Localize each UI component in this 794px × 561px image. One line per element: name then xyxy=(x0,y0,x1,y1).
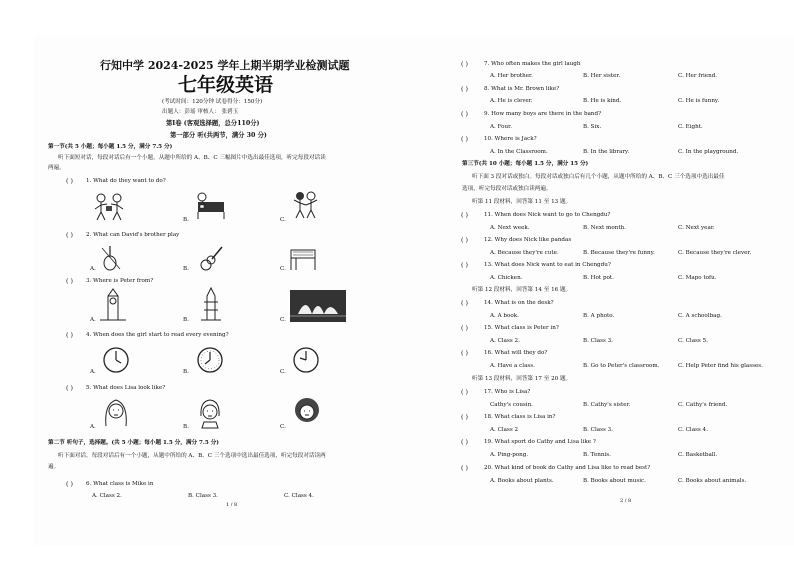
answer-paren: ( ) xyxy=(461,111,468,118)
option-b: B. In the library. xyxy=(583,149,630,155)
option-c: C. Eight. xyxy=(678,124,703,130)
option-c-label: C. xyxy=(280,424,286,430)
answer-paren: ( ) xyxy=(461,61,468,68)
clock-icon xyxy=(102,346,130,374)
option-a: A. Class 2 xyxy=(490,427,519,433)
exam-title: 行知中学 2024-2025 学年上期半期学业检测试题 xyxy=(100,59,350,72)
option-c-label: C. xyxy=(280,317,286,323)
piano-playing-picture xyxy=(192,192,228,220)
option-c: C. Help Peter find his glasses. xyxy=(678,363,763,369)
girl-short-hair-picture xyxy=(194,396,226,430)
exam-info: (考试时间：120分钟 试卷得分：150分) xyxy=(162,99,263,105)
option-b: B. Her sister. xyxy=(583,73,621,79)
option-a: A. Class 2. xyxy=(490,338,520,344)
option-c: C. Mapo tofu. xyxy=(678,275,717,281)
clock-icon xyxy=(292,346,320,374)
volume-heading: 第Ⅰ卷 (客观选择题，总分110分) xyxy=(166,120,260,127)
kids-dancing-picture xyxy=(290,190,320,220)
section-2-instructions: 听下面对话，每段对话后有一个小题，从题中所给的 A、B、C 三个选项中选出最佳选项，听完每段对话读两 xyxy=(58,453,326,459)
option-a: A. Have a class. xyxy=(490,363,535,369)
girl-curly-hair-picture xyxy=(290,396,324,430)
question-15: 15. What class is Peter in? xyxy=(484,325,559,331)
option-c-label: C. xyxy=(280,266,286,272)
option-b: B. Hot pot. xyxy=(583,275,614,281)
option-b: B. Class 3. xyxy=(188,493,218,499)
option-a-label: A. xyxy=(90,369,96,375)
answer-paren: ( ) xyxy=(461,136,468,143)
question-8: 8. What is Mr. Brown like? xyxy=(484,86,560,92)
answer-paren: ( ) xyxy=(461,86,468,93)
answer-paren: ( ) xyxy=(461,465,468,472)
option-c: C. Next year. xyxy=(678,225,715,231)
page-number: 1 / 8 xyxy=(226,502,238,508)
question-2: 2. What can David's brother play xyxy=(86,232,180,238)
option-c: C. Cathy's friend. xyxy=(678,402,728,408)
option-b-label: B. xyxy=(183,317,189,323)
section-1-instructions-cont: 两遍。 xyxy=(48,165,65,171)
option-c: C. A schoolbag. xyxy=(678,313,722,319)
option-c-label: C. xyxy=(280,369,286,375)
question-11: 11. When does Nick want to go to Chengdu? xyxy=(484,212,611,218)
guitar-picture xyxy=(198,244,224,272)
setters: 出题人：彭瑶 审核人： 张碧玉 xyxy=(162,109,239,115)
option-b: B. Go to Peter's classroom. xyxy=(583,363,660,369)
question-3: 3. Where is Peter from? xyxy=(86,278,154,284)
answer-paren: ( ) xyxy=(66,232,73,239)
answer-paren: ( ) xyxy=(461,414,468,421)
piano-picture xyxy=(288,246,318,272)
option-c-label: C. xyxy=(280,217,286,223)
option-a: A. Ping-pong. xyxy=(490,452,529,458)
girl-long-hair-picture xyxy=(100,396,132,430)
option-c: C. Her friend. xyxy=(678,73,718,79)
clock-icon xyxy=(196,346,224,374)
option-c: C. In the playground. xyxy=(678,149,739,155)
answer-paren: ( ) xyxy=(461,325,468,332)
section-3-instructions-cont: 选项，听完每段对话或独白读两遍。 xyxy=(462,186,552,192)
violin-picture xyxy=(98,244,124,272)
section-3-title: 第三节(共 10 小题；每小题 1.5 分，满分 15 分) xyxy=(462,161,589,167)
option-b-label: B. xyxy=(183,369,189,375)
answer-paren: ( ) xyxy=(66,278,73,285)
option-b: B. Next month. xyxy=(583,225,626,231)
kids-playing-picture xyxy=(92,192,126,222)
option-c: C. Class 4. xyxy=(284,493,314,499)
option-b-label: B. xyxy=(183,266,189,272)
answer-paren: ( ) xyxy=(66,332,73,339)
subject-title: 七年级英语 xyxy=(178,74,274,96)
page-number: 2 / 8 xyxy=(620,498,632,504)
question-16: 16. What will they do? xyxy=(484,350,548,356)
answer-paren: ( ) xyxy=(66,481,73,488)
question-9: 9. How many boys are there in the band? xyxy=(484,111,602,117)
answer-paren: ( ) xyxy=(461,389,468,396)
option-a: A. Class 2. xyxy=(92,493,122,499)
section-1-instructions: 听下面短对话，每段对话后有一个小题，从题中所给的 A、B、C 三幅图片中选出最佳选项，听完每段对话读 xyxy=(58,155,326,161)
answer-paren: ( ) xyxy=(461,350,468,357)
tower-picture xyxy=(198,286,224,322)
option-c: C. Class 5. xyxy=(678,338,708,344)
question-5: 5. What does Lisa look like? xyxy=(86,385,166,391)
question-7: 7. Who often makes the girl laugh xyxy=(484,61,581,67)
option-b: B. Cathy's sister. xyxy=(583,402,631,408)
answer-paren: ( ) xyxy=(461,212,468,219)
question-20: 20. What kind of book do Cathy and Lisa like to read best? xyxy=(484,465,651,471)
answer-paren: ( ) xyxy=(461,439,468,446)
exam-sheet xyxy=(34,36,794,546)
material-13-heading: 听第 13 段材料，回答第 17 至 20 题。 xyxy=(472,376,572,382)
section-3-instructions: 听下面 3 段对话或独白。每段对话或独白后有几个小题，从题中所给的 A、B、C 三个选项中选出最佳 xyxy=(472,174,725,180)
question-12: 12. Why does Nick like pandas xyxy=(484,237,572,243)
option-a: A. Next week. xyxy=(490,225,530,231)
option-c: C. He is funny. xyxy=(678,98,720,104)
option-c: C. Class 4. xyxy=(678,427,708,433)
opera-house-picture xyxy=(290,290,346,322)
option-c: C. Basketball. xyxy=(678,452,718,458)
answer-paren: ( ) xyxy=(66,385,73,392)
option-b: B. A photo. xyxy=(583,313,615,319)
material-12-heading: 听第 12 段材料，回答第 14 至 16 题。 xyxy=(472,287,572,293)
option-a-label: A. xyxy=(90,424,96,430)
option-a-label: A. xyxy=(90,317,96,323)
question-14: 14. What is on the desk? xyxy=(484,300,554,306)
part-heading: 第一部分 听(共两节，满分 30 分) xyxy=(170,132,267,139)
option-b-label: B. xyxy=(183,217,189,223)
option-b: B. Books about music. xyxy=(583,478,646,484)
section-2-title: 第二节 听句子，选择题。(共 5 小题；每小题 1.5 分，满分 7.5 分) xyxy=(48,440,219,446)
question-17: 17. Who is Lisa? xyxy=(484,389,531,395)
option-a: A. Chicken. xyxy=(490,275,523,281)
answer-paren: ( ) xyxy=(66,178,73,185)
option-a: A. Because they're cute. xyxy=(490,250,559,256)
option-a: Cathy's cousin. xyxy=(490,402,533,408)
material-11-heading: 听第 11 段材料，回答第 11 至 13 题。 xyxy=(472,199,572,205)
question-1: 1. What do they want to do? xyxy=(86,178,166,184)
option-a: A. In the Classroom. xyxy=(490,149,548,155)
section-1-title: 第一节(共 5 小题；每小题 1.5 分，满分 7.5 分) xyxy=(48,144,173,150)
option-a-label: A. xyxy=(90,266,96,272)
option-b: B. Six. xyxy=(583,124,602,130)
option-a: A. Books about plants. xyxy=(490,478,554,484)
option-a: A. He is clever. xyxy=(490,98,533,104)
option-a: A. A book. xyxy=(490,313,519,319)
big-ben-picture xyxy=(98,288,128,322)
question-6: 6. What class is Mike in xyxy=(86,481,154,487)
option-c: C. Because they're clever. xyxy=(678,250,752,256)
section-2-instructions-cont: 遍。 xyxy=(48,464,60,470)
answer-paren: ( ) xyxy=(461,262,468,269)
option-b: B. Because they're funny. xyxy=(583,250,655,256)
option-a: A. Her brother. xyxy=(490,73,533,79)
question-18: 18. What class is Lisa in? xyxy=(484,414,556,420)
question-10: 10. Where is Jack? xyxy=(484,136,537,142)
option-c: C. Books about animals. xyxy=(678,478,747,484)
question-13: 13. What does Nick want to eat in Chengdu? xyxy=(484,262,611,268)
option-b: B. Class 3. xyxy=(583,427,613,433)
option-b: B. Tennis. xyxy=(583,452,611,458)
question-4: 4. When does the girl start to read every evening? xyxy=(86,332,229,338)
question-19: 19. What sport do Cathy and Lisa like ? xyxy=(484,439,596,445)
option-b-label: B. xyxy=(183,424,189,430)
answer-paren: ( ) xyxy=(461,237,468,244)
answer-paren: ( ) xyxy=(461,300,468,307)
option-b: B. He is kind. xyxy=(583,98,622,104)
option-a: A. Four. xyxy=(490,124,512,130)
option-b: B. Class 3. xyxy=(583,338,613,344)
